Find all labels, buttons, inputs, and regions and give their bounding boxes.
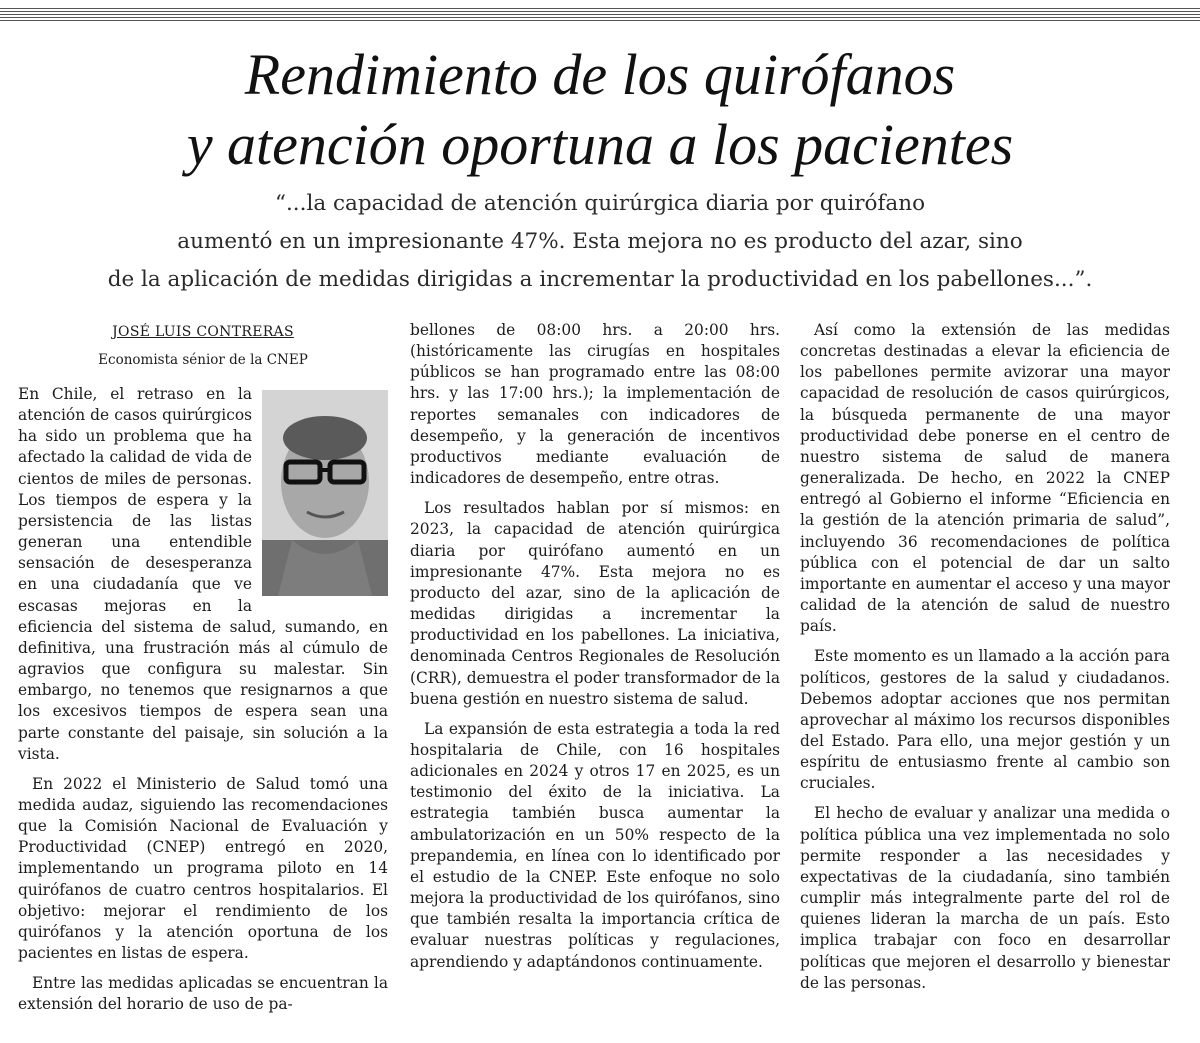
pull-quote — [0, 185, 1200, 299]
pull-quote-line-1: “...la capacidad de atención quirúrgica diaria por quirófano — [274, 191, 926, 216]
paragraph — [18, 384, 388, 765]
top-rule — [0, 8, 1200, 22]
article-column-3 — [800, 320, 1170, 1003]
paragraph: Así como la extensión de las medidas concretas destinadas a elevar la eficiencia de los pabellones permite avizorar una mayor capacidad de resolución de casos quirúrgicos, la búsqueda permanente de una mayor productividad debe ponerse en el centro de nuestro sistema de salud de manera generalizada. De hecho, en 2022 la CNEP entregó al Gobierno el informe “Eficiencia en la gestión de la atención primaria de salud”, incluyendo 36 recomendaciones de política pública con el potencial de dar un salto importante en aumentar el acceso y una mayor calidad de la atención de salud de nuestro país. — [800, 321, 1170, 636]
pull-quote-line-3: de la aplicación de medidas dirigidas a incrementar la productividad en los pabellones...”. — [107, 267, 1093, 292]
author-role: Economista sénior de la CNEP — [98, 352, 308, 368]
headline-line-1: Rendimiento de los quirófanos — [244, 42, 956, 107]
pull-quote-line-2: aumentó en un impresionante 47%. Esta mejora no es producto del azar, sino — [177, 229, 1023, 254]
paragraph: La expansión de esta estrategia a toda la red hospitalaria de Chile, con 16 hospitales adicionales en 2024 y otros 17 en 2025, es un testimonio del éxito de la iniciativa. La estrategia también busca aumentar la ambulatorización en un 50% respecto de la prepandemia, en línea con lo identificado por el estudio de la CNEP. Este enfoque no solo mejora la productividad de los quirófanos, sino que también resalta la importancia crítica de evaluar nuestras políticas y regulaciones, aprendiendo y adaptándonos continuamente. — [410, 719, 780, 971]
paragraph: En 2022 el Ministerio de Salud tomó una medida audaz, siguiendo las recomendaciones que la Comisión Nacional de Evaluación y Productividad (CNEP) entregó en 2020, implementando un programa piloto en 14 quirófanos de cuatro centros hospitalarios. El objetivo: mejorar el rendimiento de los quirófanos y la atención oportuna de los pacientes en listas de espera. — [18, 774, 388, 963]
paragraph: Entre las medidas aplicadas se encuentran la extensión del horario de uso de pa- — [18, 974, 388, 1014]
article-column-1 — [18, 322, 388, 1025]
article-column-2 — [410, 320, 780, 982]
author-name: JOSÉ LUIS CONTRERAS — [112, 324, 294, 340]
paragraph: El hecho de evaluar y analizar una medida o política pública una vez implementada no solo permite responder a las necesidades y expectativas de la ciudadanía, sino también cumplir más integralmente parte del rol de quienes lideran la marcha de un país. Esto implica trabajar con foco en desarrollar políticas que mejoren el desarrollo y bienestar de las personas. — [800, 804, 1170, 992]
headline-line-2: y atención oportuna a los pacientes — [186, 112, 1014, 177]
author-photo — [262, 390, 388, 596]
paragraph-text: En Chile, el retraso en la atención de casos quirúrgicos ha sido un problema que ha afectado la calidad de vida de cientos de miles de personas. Los tiempos de espera y la persistencia de las listas generan una entendible sensación de desesperanza en una ciudadanía que ve escasas mejoras en la eficiencia del sistema de salud, sumando, en definitiva, una frustración más al cúmulo de agravios que configura su malestar. Sin embargo, no tenemos que resignarnos a que los excesivos tiempos de espera sean una parte constante del paisaje, sin solución a la vista. — [18, 385, 388, 763]
paragraph: Los resultados hablan por sí mismos: en 2023, la capacidad de atención quirúrgica diaria por quirófano aumentó en un impresionante 47%. Esta mejora no es producto del azar, sino de la aplicación de medidas dirigidas a incrementar la productividad en los pabellones. La iniciativa, denominada Centros Regionales de Resolución (CRR), demuestra el poder transformador de la buena gestión en nuestro sistema de salud. — [410, 499, 781, 708]
paragraph: Este momento es un llamado a la acción para políticos, gestores de la salud y ciudadanos. Debemos adoptar acciones que nos permitan aprovechar al máximo los recursos disponibles del Estado. Para ello, una mejor gestión y un espíritu de entusiasmo frente al cambio son cruciales. — [800, 647, 1170, 793]
paragraph: bellones de 08:00 hrs. a 20:00 hrs. (históricamente las cirugías en hospitales públicos se han programado entre las 08:00 hrs. y las 17:00 hrs.); la implementación de reportes semanales con indicadores de desempeño, y la generación de incentivos productivos mediante evaluación de indicadores de desempeño, entre otras. — [410, 321, 780, 488]
headline — [0, 40, 1200, 180]
